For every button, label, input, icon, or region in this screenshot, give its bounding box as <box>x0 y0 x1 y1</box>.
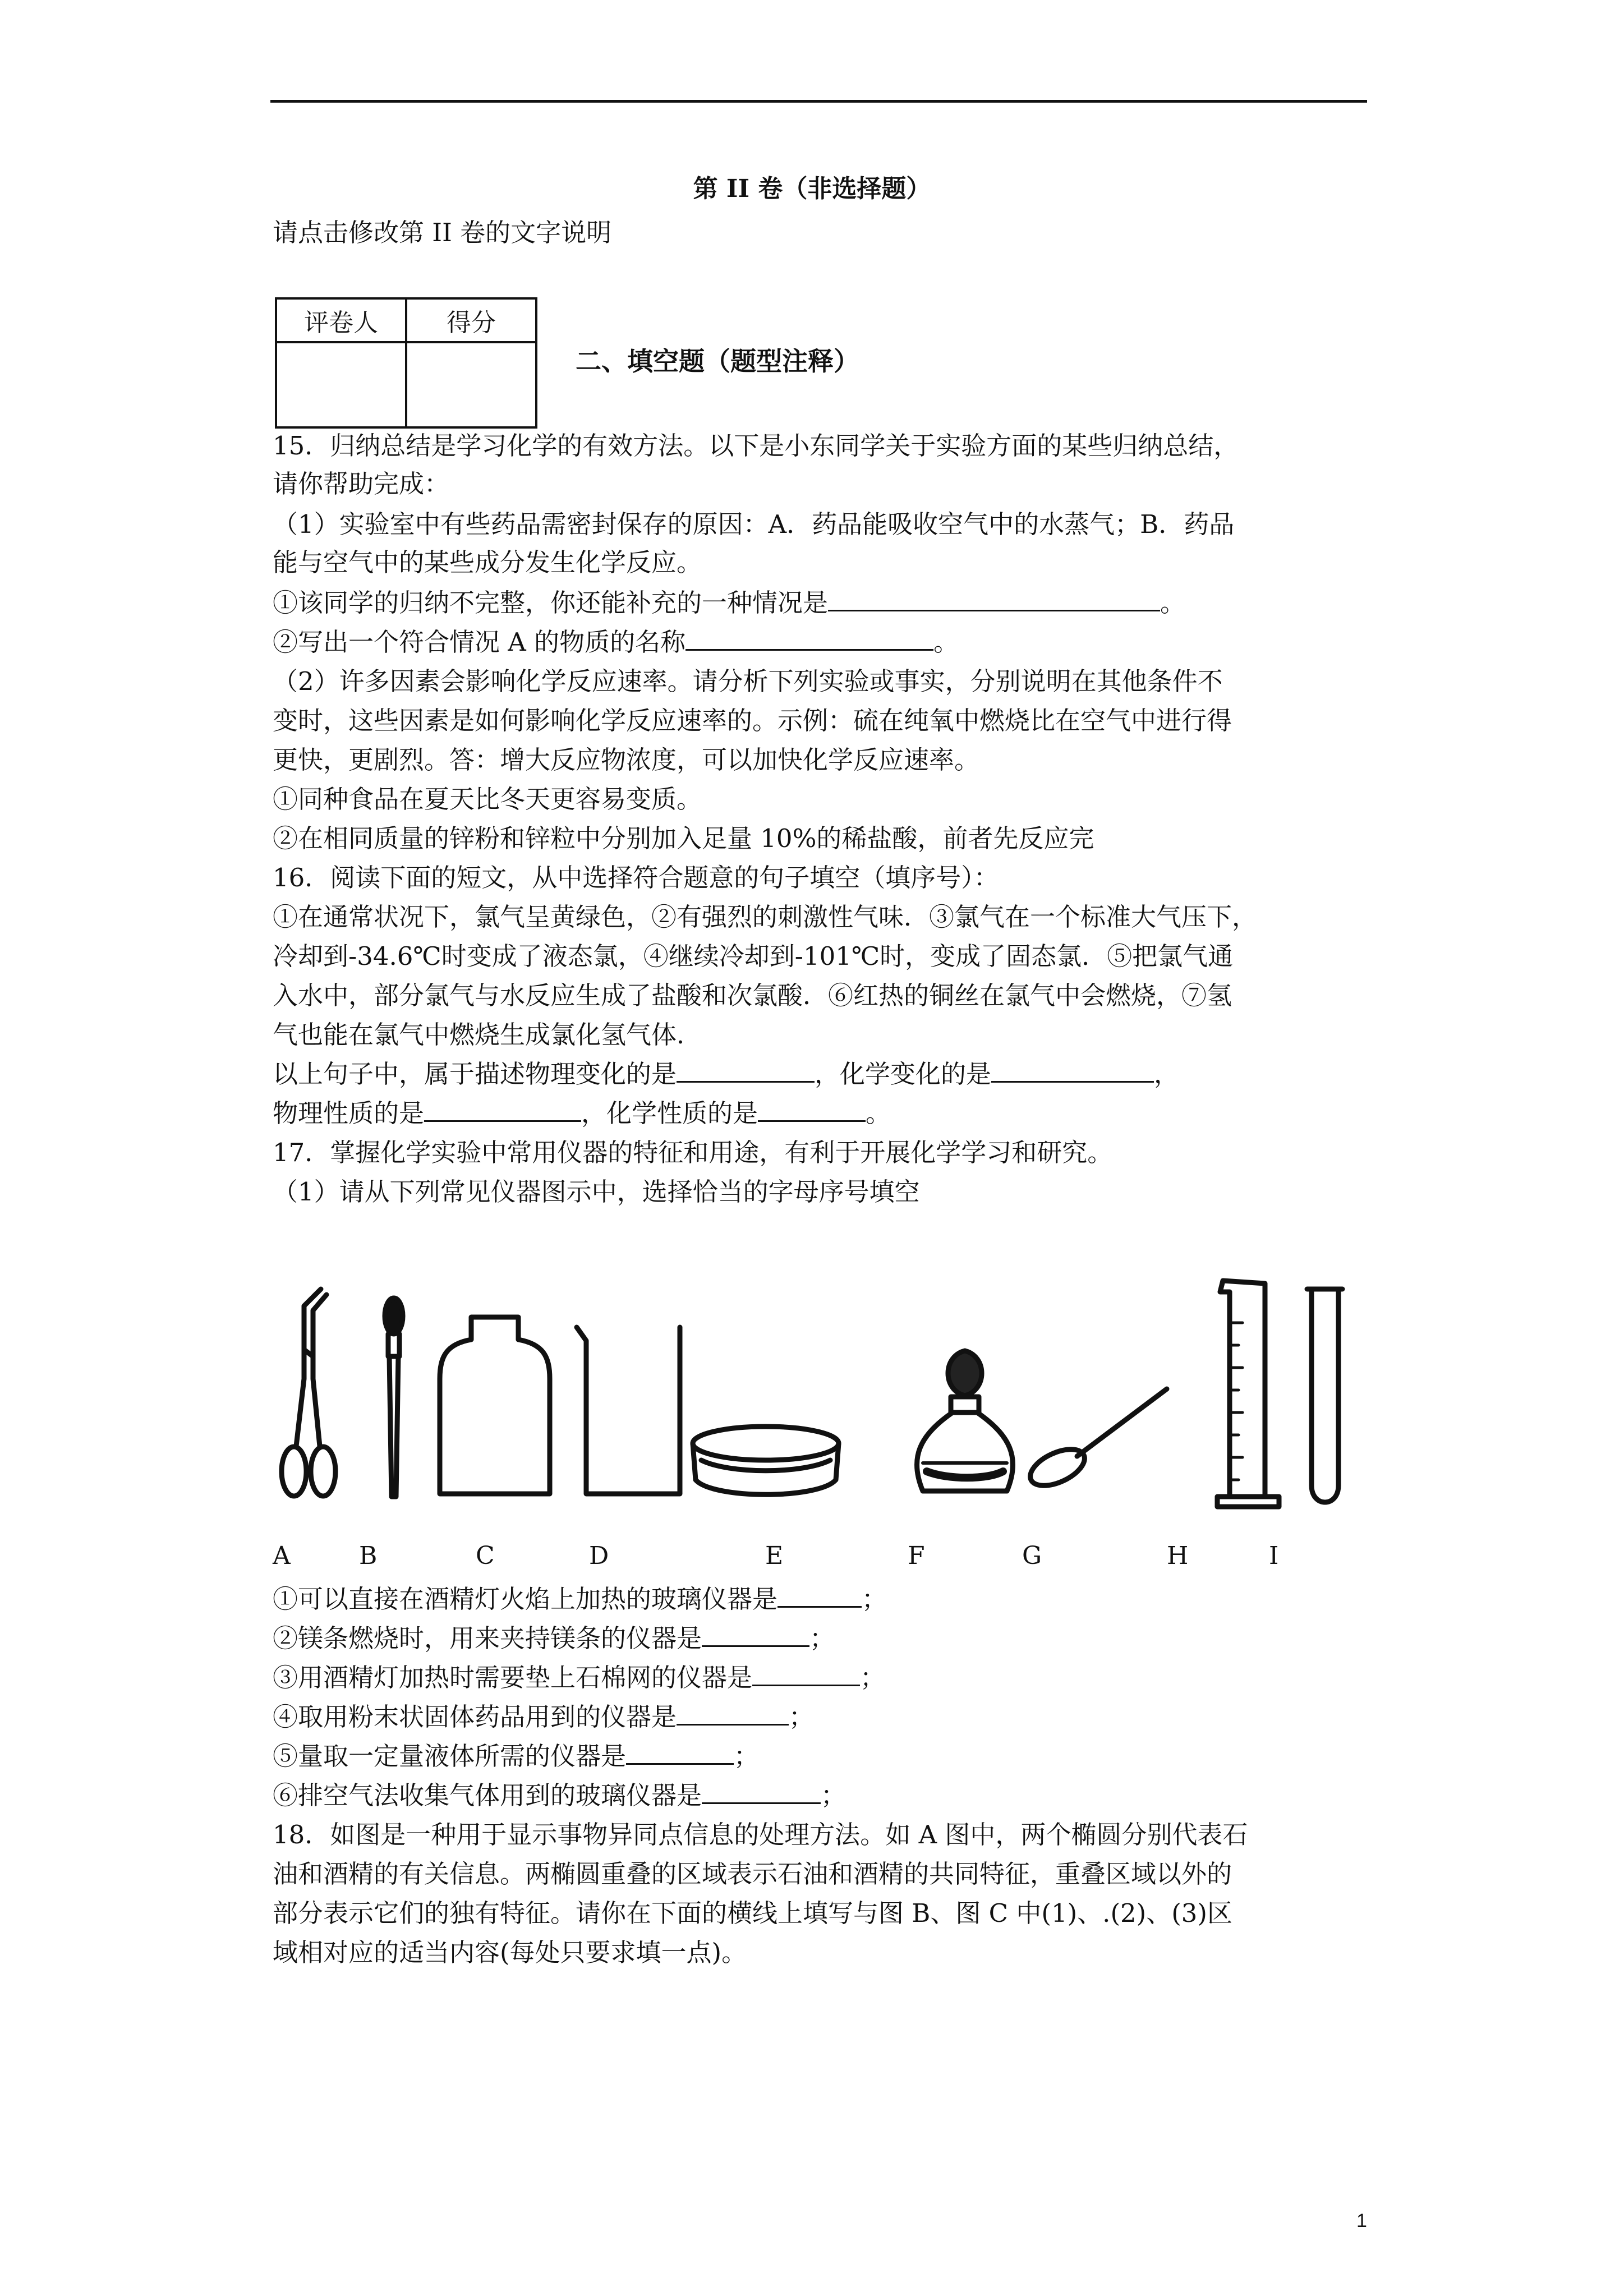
q15-line: 15．归纳总结是学习化学的有效方法。以下是小东同学关于实验方面的某些归纳总结， <box>273 431 1239 461</box>
grader-cell[interactable] <box>276 342 406 427</box>
q15-line: 更快，更剧烈。答：增大反应物浓度，可以加快化学反应速率。 <box>273 745 980 775</box>
q17-item-3 <box>273 1659 885 1696</box>
q15-line: 请你帮助完成： <box>273 469 450 499</box>
dropper-icon <box>385 1298 403 1497</box>
section-title: 第 II 卷（非选择题） <box>693 174 931 203</box>
medicine-spoon-icon <box>1025 1389 1167 1493</box>
answer-blank[interactable] <box>686 624 933 651</box>
header-rule <box>270 100 1367 103</box>
q16-fill-line-1 <box>273 1056 1179 1093</box>
beaker-icon <box>577 1327 680 1494</box>
q16-chemical-property-label: ，化学性质的是 <box>581 1098 758 1128</box>
q18-line: 域相对应的适当内容(每处只要求填一点)。 <box>273 1938 747 1967</box>
apparatus-label-a: A <box>273 1542 291 1570</box>
q17-item-1-end: ； <box>862 1584 887 1614</box>
section-instruction: 请点击修改第 II 卷的文字说明 <box>273 218 612 247</box>
apparatus-label-b: B <box>359 1542 378 1570</box>
q16-end: 。 <box>866 1098 891 1128</box>
q18-line: 油和酒精的有关信息。两椭圆重叠的区域表示石油和酒精的共同特征，重叠区域以外的 <box>273 1859 1232 1889</box>
q17-item-4-end: ； <box>789 1702 815 1732</box>
q16-line: 16．阅读下面的短文，从中选择符合题意的句子填空（填序号）： <box>273 863 999 892</box>
evaporating-dish-icon <box>693 1427 839 1494</box>
answer-blank[interactable] <box>702 1621 809 1647</box>
q18-line: 18．如图是一种用于显示事物异同点信息的处理方法。如 A 图中，两个椭圆分别代表石 <box>273 1820 1248 1849</box>
q16-line: 冷却到-34.6℃时变成了液态氯，④继续冷却到-101℃时，变成了固态氯．⑤把氯气通 <box>273 941 1234 971</box>
q15-line: ①同种食品在夏天比冬天更容易变质。 <box>273 784 702 814</box>
answer-blank[interactable] <box>752 1660 860 1686</box>
answer-blank[interactable] <box>758 1096 866 1122</box>
q17-item-4-text: ④取用粉末状固体药品用到的仪器是 <box>273 1702 677 1732</box>
q17-item-5-text: ⑤量取一定量液体所需的仪器是 <box>273 1741 627 1771</box>
q17-item-5 <box>273 1738 759 1775</box>
score-table <box>275 297 537 429</box>
q15-item-2-text: ②写出一个符合情况 A 的物质的名称 <box>273 627 686 657</box>
q17-item-3-end: ； <box>860 1663 886 1692</box>
q17-item-2 <box>273 1620 835 1657</box>
apparatus-label-g: G <box>1022 1542 1042 1570</box>
q16-line: ①在通常状况下，氯气呈黄绿色，②有强烈的刺激性气味．③氯气在一个标准大气压下， <box>273 902 1258 932</box>
q15-item-1 <box>273 585 1185 622</box>
q15-line: ②在相同质量的锌粉和锌粒中分别加入足量 10%的稀盐酸，前者先反应完 <box>273 823 1094 853</box>
q16-physical-change-label: 以上句子中，属于描述物理变化的是 <box>273 1059 677 1089</box>
answer-blank[interactable] <box>828 585 1160 611</box>
test-tube-icon <box>1307 1289 1342 1502</box>
answer-blank[interactable] <box>778 1581 862 1608</box>
answer-blank[interactable] <box>991 1056 1154 1083</box>
q15-item-1-text: ①该同学的归纳不完整，你还能补充的一种情况是 <box>273 588 829 618</box>
apparatus-label-i: I <box>1269 1542 1279 1570</box>
q15-line: （1）实验室中有些药品需密封保存的原因：A．药品能吸收空气中的水蒸气；B．药品 <box>273 509 1235 539</box>
apparatus-figure <box>269 1278 1363 1519</box>
apparatus-label-f: F <box>908 1542 925 1570</box>
q17-item-2-end: ； <box>809 1623 835 1653</box>
apparatus-label-d: D <box>589 1542 609 1570</box>
q16-line: 气也能在氯气中燃烧生成氯化氢气体． <box>273 1020 702 1050</box>
score-header: 得分 <box>406 298 536 342</box>
q17-item-6 <box>273 1777 846 1814</box>
graduated-cylinder-icon <box>1217 1281 1279 1507</box>
q16-line: 入水中，部分氯气与水反应生成了盐酸和次氯酸．⑥红热的铜丝在氯气中会燃烧，⑦氢 <box>273 981 1232 1010</box>
q15-item-2-end: 。 <box>933 627 959 657</box>
q15-line: 能与空气中的某些成分发生化学反应。 <box>273 547 702 577</box>
answer-blank[interactable] <box>677 1699 789 1726</box>
q16-fill-line-2 <box>273 1095 891 1132</box>
gas-jar-icon <box>440 1317 550 1494</box>
apparatus-label-c: C <box>476 1542 495 1570</box>
q17-line: （1）请从下列常见仪器图示中，选择恰当的字母序号填空 <box>273 1177 920 1207</box>
q17-item-6-text: ⑥排空气法收集气体用到的玻璃仪器是 <box>273 1780 702 1810</box>
crucible-tongs-icon <box>282 1289 335 1496</box>
q15-item-2 <box>273 624 959 661</box>
q17-item-3-text: ③用酒精灯加热时需要垫上石棉网的仪器是 <box>273 1663 753 1692</box>
q17-item-5-end: ； <box>734 1741 760 1771</box>
answer-blank[interactable] <box>424 1096 581 1122</box>
q17-item-1-text: ①可以直接在酒精灯火焰上加热的玻璃仪器是 <box>273 1584 778 1614</box>
alcohol-lamp-icon <box>917 1351 1013 1491</box>
q17-item-1 <box>273 1581 887 1618</box>
q16-physical-property-label: 物理性质的是 <box>273 1098 425 1128</box>
apparatus-label-h: H <box>1167 1542 1189 1570</box>
q18-line: 部分表示它们的独有特征。请你在下面的横线上填写与图 B、图 C 中(1)、.(2)、(3)区 <box>273 1898 1232 1928</box>
q15-item-1-end: 。 <box>1160 588 1186 618</box>
page-number: 1 <box>1356 2210 1367 2231</box>
apparatus-label-e: E <box>765 1542 784 1570</box>
answer-blank[interactable] <box>677 1056 815 1083</box>
q17-item-4 <box>273 1699 814 1736</box>
q15-line: 变时，这些因素是如何影响化学反应速率的。示例：硫在纯氧中燃烧比在空气中进行得 <box>273 706 1232 735</box>
answer-blank[interactable] <box>702 1778 821 1804</box>
q17-line: 17．掌握化学实验中常用仪器的特征和用途，有利于开展化学学习和研究。 <box>273 1138 1113 1167</box>
q17-item-6-end: ； <box>821 1780 846 1810</box>
section-heading: 二、填空题（题型注释） <box>576 346 859 376</box>
q15-line: （2）许多因素会影响化学反应速率。请分析下列实验或事实，分别说明在其他条件不 <box>273 666 1223 696</box>
q16-chemical-change-label: ，化学变化的是 <box>815 1059 992 1089</box>
grader-header: 评卷人 <box>276 298 406 342</box>
q16-separator: ， <box>1154 1059 1180 1089</box>
q17-item-2-text: ②镁条燃烧时，用来夹持镁条的仪器是 <box>273 1623 702 1653</box>
score-cell[interactable] <box>406 342 536 427</box>
answer-blank[interactable] <box>626 1738 734 1765</box>
